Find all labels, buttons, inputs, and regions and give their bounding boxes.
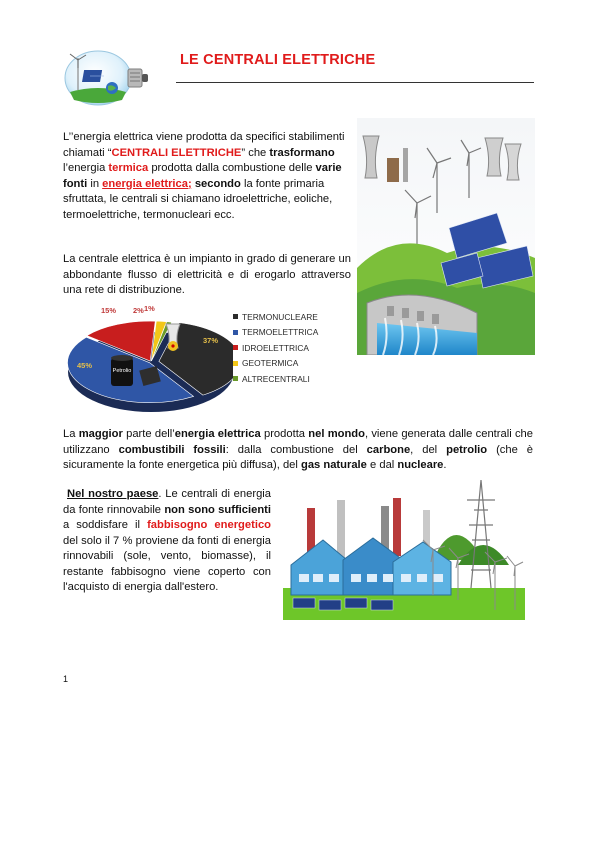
country-paragraph: [63, 487, 271, 596]
intro-bold-secondo: secondo: [194, 177, 241, 190]
energy-sources-pie-chart: [63, 300, 233, 420]
legend-item: [233, 356, 318, 372]
country-text: . Le centrali di energia da fonte rinnovabile: [63, 488, 271, 516]
world-text: , viene generata dalle centrali che utilizzano: [63, 428, 533, 456]
world-bold: energia elettrica: [174, 428, 261, 440]
legend-item: [233, 340, 318, 356]
world-text: (che è sicuramente la fonte energetica più diffusa), del: [63, 443, 534, 471]
label-thermo: 45%: [77, 361, 93, 370]
world-text: parte dell’: [122, 428, 175, 440]
intro-text: la fonte primaria sfruttata, le centrali si chiamano idroelettriche, eoliche, termoelettriche, termonucleari ecc.: [63, 177, 333, 221]
world-bold: petrolio: [446, 443, 488, 456]
world-text: .: [443, 459, 447, 471]
legend-swatch: [233, 345, 238, 350]
world-bold: maggior: [78, 428, 123, 440]
intro-highlight-energia-elettrica: energia elettrica;: [102, 177, 192, 190]
world-text: La: [63, 428, 79, 440]
intro-highlight-termica: termica: [108, 162, 149, 174]
intro-highlight-centrali: CENTRALI ELETTRICHE: [111, 146, 242, 159]
green-factory-illustration: [283, 470, 525, 620]
world-bold: combustibili fossili: [118, 443, 226, 456]
world-bold: carbone: [366, 443, 411, 456]
world-bold: nucleare: [397, 459, 444, 471]
label-nuclear: 37%: [203, 336, 219, 345]
country-bold: non sono sufficienti: [164, 503, 272, 516]
label-other: 1%: [144, 304, 155, 313]
intro-bold-varie-fonti: varie fonti: [63, 162, 342, 190]
barrel-icon: [111, 355, 133, 386]
intro-text: L’’energia elettrica viene prodotta da specifici stabilimenti chiamati “: [63, 131, 345, 159]
barrel-label: Petrolio: [112, 368, 132, 374]
country-heading: Nel nostro paese: [67, 488, 159, 500]
legend-label: GEOTERMICA: [242, 358, 299, 369]
page-number: 1: [63, 674, 69, 684]
legend-item: [233, 325, 318, 341]
intro-text: l’energia: [63, 162, 109, 174]
legend-item: [233, 371, 318, 387]
power-plants-illustration: [357, 118, 535, 355]
title-divider: [176, 82, 534, 83]
label-geo: 2%: [133, 306, 144, 315]
intro-paragraph: [63, 130, 348, 223]
world-text: : dalla combustione del: [225, 443, 367, 456]
lightbulb-logo-icon: [60, 48, 160, 108]
country-text: del solo il 7 % proviene da fonti di energia rinnovabili (sole, vento, biomasse), il restante fabbisogno viene coperto con l'acquisto di energia dall'estero.: [63, 534, 271, 593]
world-text: prodotta: [260, 428, 309, 440]
label-hydro: 15%: [101, 306, 117, 315]
legend-label: ALTRECENTRALI: [242, 373, 310, 384]
page-title: LE CENTRALI ELETTRICHE: [180, 52, 376, 68]
country-highlight: fabbisogno energetico: [147, 519, 272, 531]
legend-label: TERMONUCLEARE: [242, 311, 318, 322]
world-bold: gas naturale: [300, 459, 367, 471]
legend-swatch: [233, 314, 238, 319]
intro-bold-trasformano: trasformano: [269, 146, 335, 159]
pie-chart-svg: [63, 300, 233, 420]
legend-swatch: [233, 330, 238, 335]
legend-swatch: [233, 376, 238, 381]
world-text: , del: [410, 443, 447, 456]
country-text: a soddisfare il: [63, 519, 148, 531]
world-bold: nel mondo: [308, 428, 365, 440]
intro-text: prodotta dalla combustione delle: [148, 162, 316, 174]
intro-text: in: [87, 177, 103, 190]
definition-paragraph: La centrale elettrica è un impianto in grado di generare un abbondante flusso di elettricità e di erogarlo attraverso una rete di distribuzione.: [63, 253, 351, 296]
world-paragraph: [63, 427, 533, 474]
legend-item: [233, 309, 318, 325]
world-text: e dal: [366, 459, 398, 471]
intro-text: ” che: [241, 146, 270, 159]
legend-label: TERMOELETTRICA: [242, 327, 319, 338]
pie-legend: [233, 309, 318, 387]
legend-swatch: [233, 361, 238, 366]
legend-label: IDROELETTRICA: [242, 342, 310, 353]
